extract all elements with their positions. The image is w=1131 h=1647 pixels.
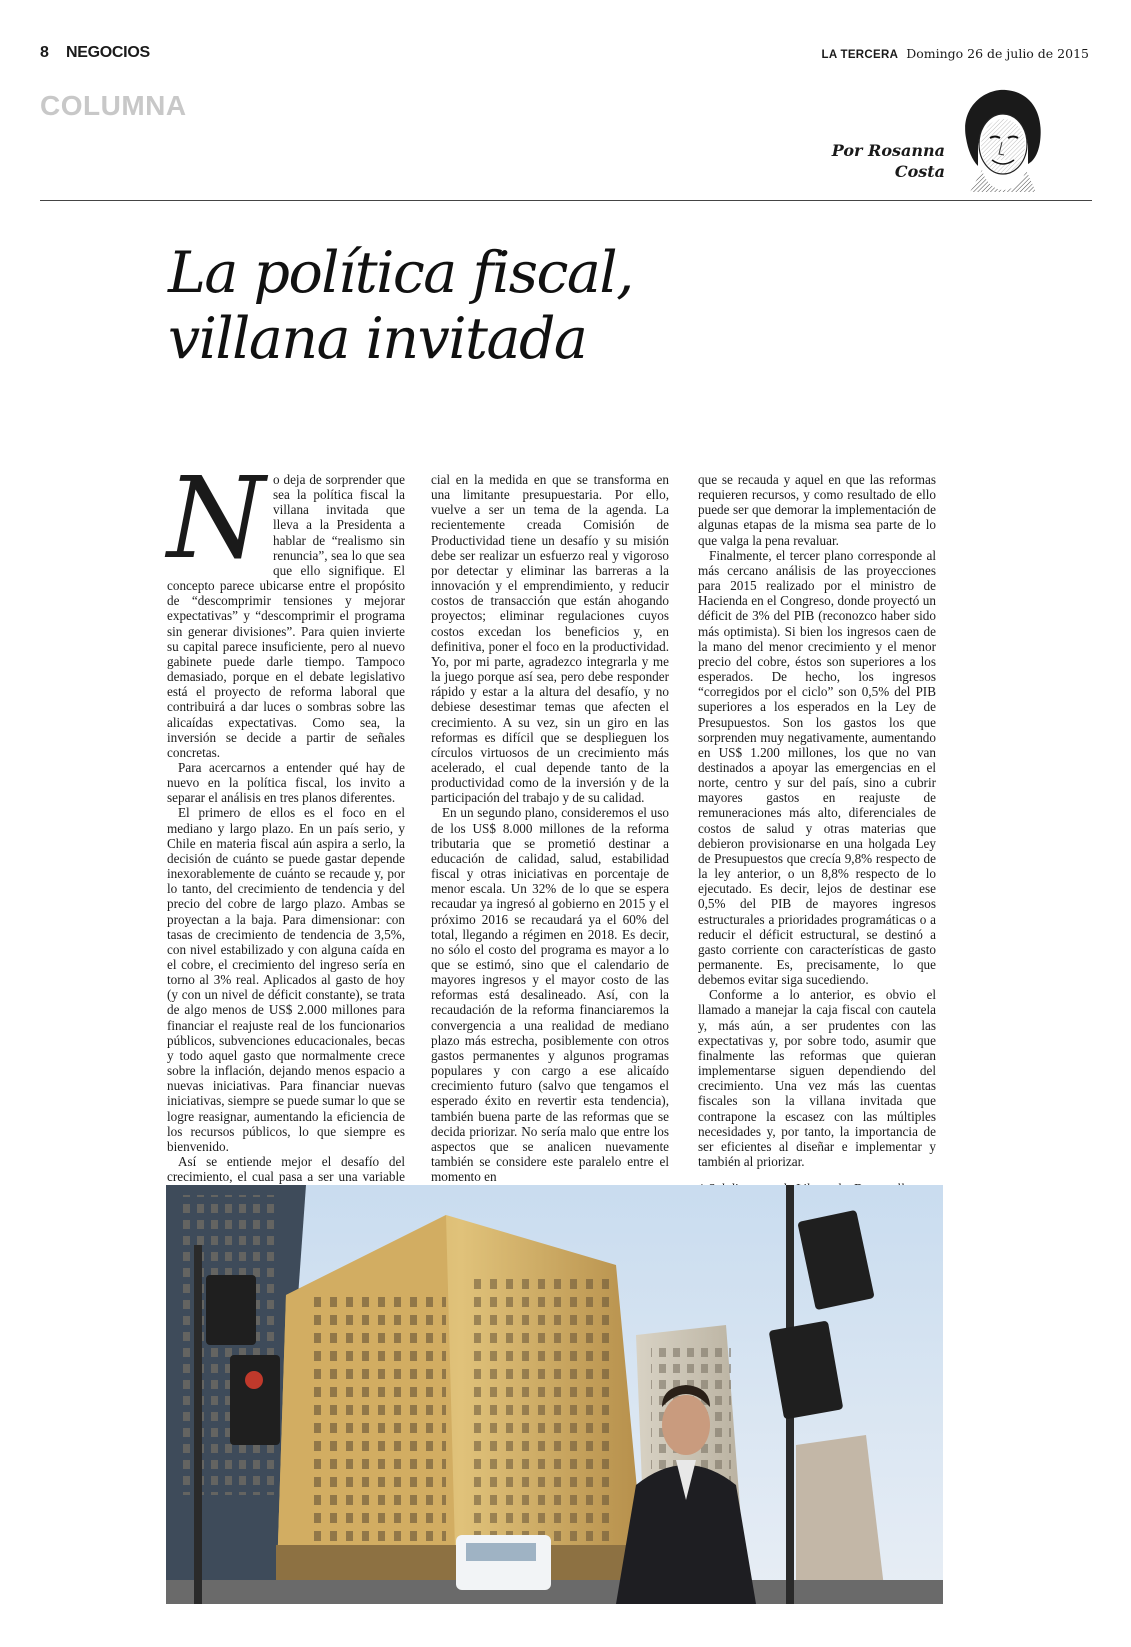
article-column-2: [431, 472, 669, 1184]
masthead: [822, 46, 1089, 61]
column-rubric: COLUMNA: [40, 90, 187, 121]
paragraph-1: o deja de sorprender que sea la política fiscal la villana invitada que lleva a la Presidenta a hablar de “realismo sin renuncia”, sea lo que sea que ello signifique. El concepto parece ubicarse entre el propósito de “descomprimir tensiones y mejorar expectativas” y “descomprimir el programa sin generar divisiones”. Para quien invierte su capital parece insuficiente, pero al nuevo gabinete puede darle tiempo. Tampoco demasiado, porque en el debate legislativo está el proyecto de reforma laboral que contribuirá a dar luces o sombras sobre las alicaídas expectativas. Como sea, la inversión se decide a partir de señales concretas.: [167, 472, 405, 760]
newspaper-brand: LA TERCERA: [821, 49, 899, 61]
paragraph-7: Conforme a lo anterior, es obvio el llamado a manejar la caja fiscal con cautela y, más aún, a ser prudentes con las expectativas y, por sobre todo, asumir que finalmente las reformas que quieran implementarse siguen dependiendo del crecimiento. Una vez más las cuentas fiscales son la villana invitada que contrapone la escasez con las múltiples necesidades y, por tanto, la importancia de ser eficientes al diseñar e implementar y también al priorizar.: [698, 987, 936, 1170]
headline-line-1: La política fiscal,: [168, 240, 633, 306]
byline-line-2: Costa: [894, 162, 945, 181]
paragraph-3: El primero de ellos es el foco en el mediano y largo plazo. En un país serio, y Chile en materia fiscal aún aspira a serlo, la decisión de cuánto se puede gastar depende inexorablemente de cuánto se recaude y, por lo tanto, del crecimiento de tendencia y del precio del cobre de largo plazo. Ambas se proyectan a la baja. Para dimensionar: con tasas de crecimiento de tendencia de 3,5%, con nivel estabilizado y con alguna caída en el cobre, el crecimiento del ingreso sería en torno al 3% real. Aplicados al gasto de hoy (y con un nivel de déficit constante), se trata de algo menos de US$ 2.000 millones para financiar el reajuste real de los funcionarios públicos, subvenciones educacionales, becas y todo aquel gasto que normalmente crece sobre la inflación, dejando menos espacio a nuevas iniciativas. Para financiar nuevas iniciativas, siempre se puede sumar lo que se logre reasignar, aumentando la eficiencia de los recursos públicos, lo que siempre es bienvenido.: [167, 805, 405, 1154]
byline-line-1: Por Rosanna: [831, 141, 945, 160]
drop-cap: N: [167, 454, 265, 584]
header-rule: [40, 200, 1092, 201]
issue-date: Domingo 26 de julio de 2015: [906, 46, 1089, 61]
author-portrait-illustration: [956, 86, 1048, 192]
paragraph-6: Finalmente, el tercer plano corresponde al más cercano análisis de las proyecciones para 2015 realizado por el ministro de Hacienda en el Congreso, donde proyectó un déficit de 3% del PIB (reconozco haber sido más optimista). Si bien los ingresos caen de la mano del menor crecimiento y el menor precio del cobre, éstos son superiores a los esperados. De hecho, los ingresos “corregidos por el ciclo” son 0,5% del PIB superiores a los esperados en la Ley de Presupuestos. Son los gastos los que sorprenden muy negativamente, aumentando en US$ 1.200 millones, los que no van destinados a apoyar las emergencias en el norte, centro y sur del país, sino a cubrir mayores gastos en reajuste de remuneraciones más alto, diferenciales de costos de salud y otras materias que debieron provisionarse en una holgada Ley de Presupuestos que crecía 9,8% respecto de la ley anterior, o un 8,8% respecto de lo ejecutado. Es decir, lejos de destinar ese 0,5% del PIB de mayores ingresos estructurales a prioridades programáticas o a reducir el déficit estructural, se destinó a gasto corriente con características de gasto permanente. Es, precisamente, lo que debemos evitar siga sucediendo.: [698, 547, 936, 988]
page-number: 8: [40, 44, 49, 61]
article-column-1: [167, 454, 405, 1200]
headline: [168, 240, 633, 372]
paragraph-5-continued: que se recauda y aquel en que las reformas requieren recursos, y como resultado de ello puede ser que demorar la implementación de algunas etapas de la misma sea parte de lo que valga la pena revaluar.: [698, 472, 936, 548]
headline-line-2: villana invitada: [168, 306, 587, 372]
section-label: NEGOCIOS: [66, 44, 150, 61]
paragraph-5-start: En un segundo plano, consideremos el uso de los US$ 8.000 millones de la reforma tributaria que se prometió destinar a educación de calidad, salud, estabilidad fiscal y otras iniciativas en porcentaje de menor escala. Un 32% de lo que se espera recaudar ya ingresó al gobierno en 2015 y el próximo 2016 se recaudará ya el 60% del total, llegando a régimen en 2018. Es decir, no sólo el costo del programa es mayor a lo que se estimó, sino que el calendario de mayores ingresos y el mayor costo de las reformas está desalineado. Así, con la recaudación de la reforma financiaremos la convergencia a una realidad de mediano plazo más estrecha, posiblemente con otros gastos permanentes y algunos programas populares y con cargo a ese alicaído crecimiento futuro (salvo que tengamos el esperado éxito en revertir esta tendencia), también buena parte de las reformas que se decida priorizar. No sería malo que entre los aspectos que se analicen nuevamente también se considere este paralelo entre el momento en: [431, 805, 669, 1185]
paragraph-4-continued: cial en la medida en que se transforma en una limitante presupuestaria. Por ello, vuelve a ser un tema de la agenda. La recientemente creada Comisión de Productividad tiene un desafío y su misión debe ser realizar un esfuerzo real y vigoroso por detectar y eliminar las barreras a la innovación y el emprendimiento, y reducir costos de transacción que están ahogando proyectos; eliminar regulaciones cuyos costos excedan los beneficios y, en definitiva, poner el foco en la productividad. Yo, por mi parte, agradezco integrarla y me la juego porque así sea, pero debe responder rápido y estar a la altura del desafío, y no debiese desestimar temas que afecten el crecimiento. A su vez, sin un giro en las reformas es difícil que se desplieguen los círculos virtuosos de un crecimiento más acelerado, el cual depende tanto de la productividad como de la inversión y de la participación del trabajo y de su calidad.: [431, 472, 669, 806]
article-column-3: [698, 472, 936, 1196]
building-photo: [166, 1185, 943, 1604]
paragraph-4-start: Así se entiende mejor el desafío del crecimiento, el cual pasa a ser una variable: [167, 1154, 405, 1185]
byline: [832, 140, 945, 182]
paragraph-2: Para acercarnos a entender qué hay de nuevo en la política fiscal, los invito a separar el análisis en tres planos diferentes.: [167, 759, 405, 806]
